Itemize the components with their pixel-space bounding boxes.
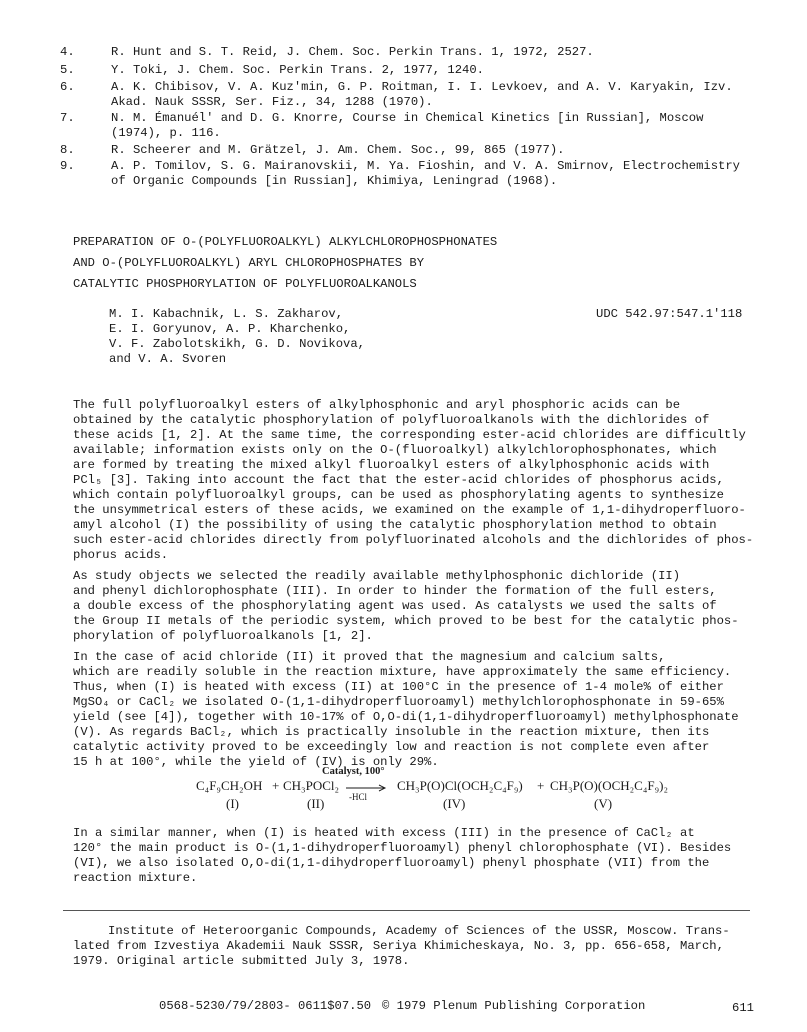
reference-number: 9. (60, 159, 75, 173)
footnote-divider (63, 910, 750, 911)
body-text-line: (V). As regards BaCl₂, which is practically insoluble in the reaction mixture, then its (73, 725, 710, 739)
plus-sign: + (537, 778, 545, 793)
body-text-line: In a similar manner, when (I) is heated with excess (III) in the presence of CaCl₂ at (73, 826, 695, 840)
copyright-notice: © 1979 Plenum Publishing Corporation (382, 999, 646, 1013)
author-list (109, 307, 365, 367)
body-text-line: available; information exists only on the O-(fluoroalkyl) alkylchlorophosphonates, which (73, 443, 717, 457)
body-text-line: MgSO₄ or CaCl₂ we isolated O-(1,1-dihydroperfluoroamyl) methylchlorophosphonate in 59-65% (73, 695, 724, 709)
reference-text: (1974), p. 116. (111, 126, 221, 140)
reaction-arrow-icon (346, 784, 388, 792)
reference-number: 5. (60, 63, 75, 77)
body-text-line: and phenyl dichlorophosphate (III). In order to hinder the formation of the full esters, (73, 584, 717, 598)
page-number: 611 (732, 1001, 754, 1015)
body-text-line: such ester-acid chlorides directly from polyfluorinated alcohols and the dichlorides of phos- (73, 533, 754, 547)
reference-text: of Organic Compounds [in Russian], Khimiya, Leningrad (1968). (111, 174, 558, 188)
affiliation-line: lated from Izvestiya Akademii Nauk SSSR, Seriya Khimicheskaya, No. 3, pp. 656-658, March, (73, 939, 724, 953)
author-line: and V. A. Svoren (109, 352, 227, 366)
reference-text: Akad. Nauk SSSR, Ser. Fiz., 34, 1288 (1970). (111, 95, 433, 109)
body-text-line: (VI), we also isolated O,O-di(1,1-dihydroperfluoroamyl) phenyl phosphate (VII) from the (73, 856, 710, 870)
reference-number: 8. (60, 143, 75, 157)
product-phosphonate: CH₃P(O)(OCH₂C₄F₉)₂ (550, 778, 669, 793)
reactant-dichloride: CH₃POCl₂ (283, 778, 340, 793)
body-text-line: In the case of acid chloride (II) it proved that the magnesium and calcium salts, (73, 650, 666, 664)
reference-text: R. Hunt and S. T. Reid, J. Chem. Soc. Perkin Trans. 1, 1972, 2527. (111, 45, 594, 59)
reference-text: Y. Toki, J. Chem. Soc. Perkin Trans. 2, 1977, 1240. (111, 63, 484, 77)
reactant-alcohol: C₄F₉CH₂OH (196, 778, 263, 793)
reference-number: 6. (60, 80, 75, 94)
author-line: M. I. Kabachnik, L. S. Zakharov, (109, 307, 344, 321)
body-text-line: which are readily soluble in the reaction mixture, have approximately the same efficiency. (73, 665, 732, 679)
body-text-line: obtained by the catalytic phosphorylation of polyfluoroalkanols with the dichlorides of (73, 413, 710, 427)
reference-text: R. Scheerer and M. Grätzel, J. Am. Chem. Soc., 99, 865 (1977). (111, 143, 565, 157)
body-text-line: yield (see [4]), together with 10-17% of O,O-di(1,1-dihydroperfluoroamyl) methylphosphonate (73, 710, 739, 724)
body-text-line: catalytic activity proved to be exceedingly low and reaction is not complete even after (73, 740, 710, 754)
article-title-line: AND O-(POLYFLUOROALKYL) ARYL CHLOROPHOSPHATES BY (73, 256, 425, 270)
body-text-line: As study objects we selected the readily available methylphosphonic dichloride (II) (73, 569, 681, 583)
compound-label: (I) (226, 796, 239, 811)
reference-number: 7. (60, 111, 75, 125)
article-title-line: CATALYTIC PHOSPHORYLATION OF POLYFLUOROALKANOLS (73, 277, 417, 291)
body-text-line: the unsymmetrical esters of these acids, we examined on the example of 1,1-dihydroperfluoro- (73, 503, 746, 517)
udc-code: UDC 542.97:547.1'118 (596, 307, 743, 321)
body-text-line: are formed by treating the mixed alkyl fluoroalkyl esters of alkylphosphonic acids with (73, 458, 710, 472)
reaction-byproduct: -HCl (349, 792, 367, 802)
reference-number: 4. (60, 45, 75, 59)
body-text-line: the Group II metals of the periodic system, which proved to be best for the catalytic phos- (73, 614, 739, 628)
reaction-conditions: Catalyst, 100° (322, 766, 385, 777)
compound-label: (II) (307, 796, 325, 811)
affiliation-line: Institute of Heteroorganic Compounds, Academy of Sciences of the USSR, Moscow. Trans- (108, 924, 730, 938)
body-text-line: The full polyfluoroalkyl esters of alkylphosphonic and aryl phosphoric acids can be (73, 398, 681, 412)
reference-text: A. P. Tomilov, S. G. Mairanovskii, M. Ya. Fioshin, and V. A. Smirnov, Electrochemistry (111, 159, 740, 173)
author-line: E. I. Goryunov, A. P. Kharchenko, (109, 322, 351, 336)
reference-text: N. M. Émanuél' and D. G. Knorre, Course in Chemical Kinetics [in Russian], Moscow (111, 111, 704, 125)
body-text-line: phorus acids. (73, 548, 169, 562)
plus-sign: + (272, 778, 280, 793)
reaction-equation (196, 754, 736, 814)
body-text-line: Thus, when (I) is heated with excess (II) at 100°C in the presence of 1-4 mole% of either (73, 680, 724, 694)
article-title-line: PREPARATION OF O-(POLYFLUOROALKYL) ALKYLCHLOROPHOSPHONATES (73, 235, 498, 249)
body-text-line: 15 h at 100°, while the yield of (IV) is only 29%. (73, 755, 439, 769)
body-text-line: which contain polyfluoroalkyl groups, can be used as phosphorylating agents to synthesize (73, 488, 724, 502)
body-text-line: reaction mixture. (73, 871, 198, 885)
body-text-line: these acids [1, 2]. At the same time, the corresponding ester-acid chlorides are difficultly (73, 428, 746, 442)
body-text-line: phorylation of polyfluoroalkanols [1, 2]. (73, 629, 373, 643)
publication-code: 0568-5230/79/2803- 0611$07.50 (159, 999, 372, 1013)
product-chlorophosphonate: CH₃P(O)Cl(OCH₂C₄F₉) (397, 778, 523, 793)
body-text-line: a double excess of the phosphorylating agent was used. As catalysts we used the salts of (73, 599, 717, 613)
compound-label: (V) (594, 796, 613, 811)
reference-text: A. K. Chibisov, V. A. Kuz'min, G. P. Roitman, I. I. Levkoev, and A. V. Karyakin, Izv. (111, 80, 733, 94)
author-line: V. F. Zabolotskikh, G. D. Novikova, (109, 337, 365, 351)
body-text-line: PCl₅ [3]. Taking into account the fact that the ester-acid chlorides of phosphorus acids, (73, 473, 724, 487)
body-text-line: amyl alcohol (I) the possibility of using the catalytic phosphorylation method to obtain (73, 518, 717, 532)
compound-label: (IV) (443, 796, 466, 811)
body-text-line: 120° the main product is O-(1,1-dihydroperfluoroamyl) phenyl chlorophosphate (VI). Besides (73, 841, 732, 855)
affiliation-line: 1979. Original article submitted July 3, 1978. (73, 954, 410, 968)
